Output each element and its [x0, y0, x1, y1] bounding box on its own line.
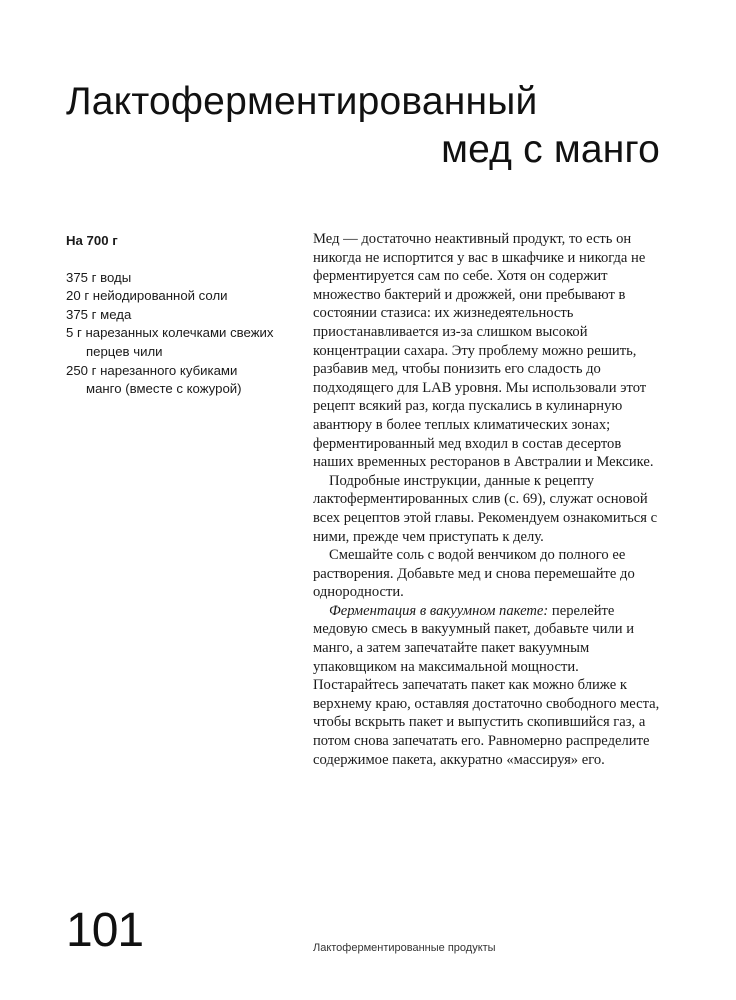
ingredient-item: 20 г нейодированной соли	[66, 288, 228, 304]
ingredient-item: 5 г нарезанных колечками свежих перцев чили	[66, 325, 274, 359]
ingredient-item: 250 г нарезанного кубиками манго (вместе с кожурой)	[66, 362, 242, 397]
recipe-yield: На 700 г	[66, 233, 118, 248]
ingredients-block	[66, 232, 276, 399]
fermentation-method-text: перелейте медовую смесь в вакуумный пакет, добавьте чили и манго, а затем запечатайте пакет вакуумным упаковщиком на максимальной мощности. Постарайтесь запечатать пакет как можно ближе к верхнему краю, оставляя достаточно свободного места, чтобы вскрыть пакет и выпустить скопившийся газ, а потом снова запечатать его. Равномерно распределите содержимое пакета, аккуратно «массируя» его.	[313, 602, 660, 768]
body-paragraph-reference: Подробные инструкции, данные к рецепту лактоферментированных слив (с. 69), служат основой всех рецептов этой главы. Рекомендуем ознакомиться с ними, прежде чем приступать к делу.	[313, 472, 658, 545]
body-paragraph-intro: Мед — достаточно неактивный продукт, то есть он никогда не испортится у вас в шкафчике и никогда не ферментируется сам по себе. Хотя он содержит множество бактерий и дрожжей, они пребывают в состоянии стазиса: их жизнедеятельность приостанавливается из-за слишком высокой концентрации сахара. Эту проблему можно решить, разбавив мед, чтобы понизить его сладость до подходящего для LAB уровня. Мы использовали этот рецепт всякий раз, когда пускались в кулинарную авантюру в более теплых климатических зонах; ферментированный мед входил в состав десертов наших временных ресторанов в Австралии и Мексике.	[313, 231, 654, 471]
running-footer: Лактоферментированные продукты	[313, 942, 496, 954]
body-paragraph-fermentation	[313, 602, 665, 769]
ingredient-item: 375 г меда	[66, 306, 132, 322]
body-paragraph-mixing: Смешайте соль с водой венчиком до полного ее растворения. Добавьте мед и снова перемешайте до однородности.	[313, 547, 635, 601]
recipe-body	[313, 230, 665, 769]
recipe-title-line-2: мед с манго	[441, 128, 660, 172]
recipe-title-line-1: Лактоферментированный	[66, 80, 538, 124]
ingredient-item: 375 г воды	[66, 269, 132, 285]
page-number: 101	[66, 904, 144, 957]
ingredient-list	[66, 269, 276, 399]
fermentation-method-lead: Ферментация в вакуумном пакете:	[329, 602, 549, 619]
recipe-title	[66, 78, 666, 174]
